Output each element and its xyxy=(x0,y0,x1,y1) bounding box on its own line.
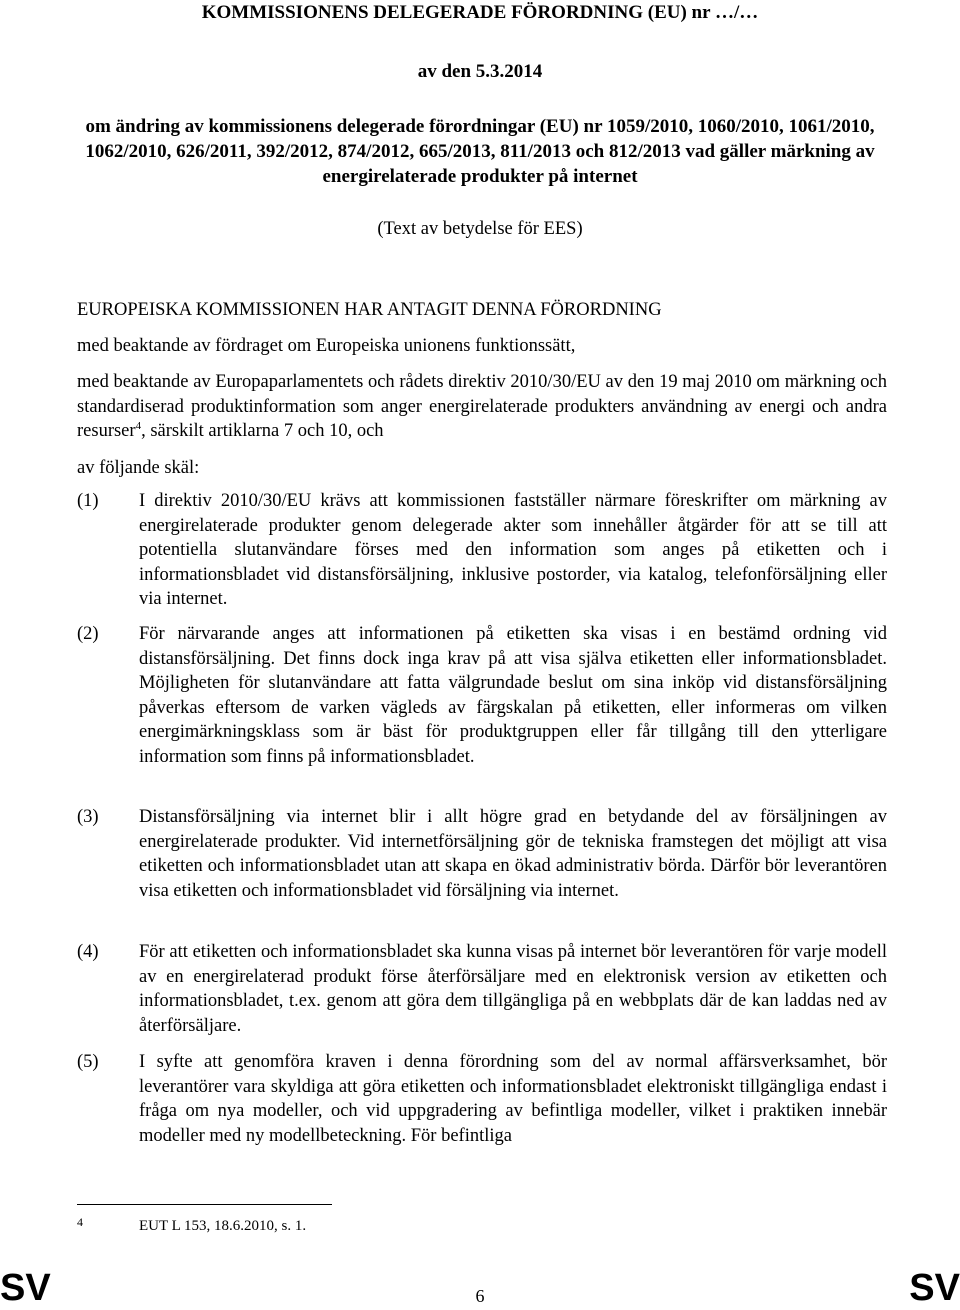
citation-directive-text-end: , särskilt artiklarna 7 och 10, och xyxy=(141,421,384,441)
regulation-date: av den 5.3.2014 xyxy=(417,61,543,82)
ees-relevance: (Text av betydelse för EES) xyxy=(377,219,583,239)
citation-directive xyxy=(77,370,887,444)
recital-text: För att etiketten och informationsbladet ska kunna visas på internet bör leverantören för varje modell av en energirelaterad produkt förse återförsäljare med en elektronisk version av etiketten och informationsbladet, t.ex. genom att göra dem tillgängliga på en webbplats där de kan laddas ned av återförsäljare. xyxy=(139,942,887,1036)
recitals-intro: av följande skäl: xyxy=(77,458,200,478)
language-code-right: SV xyxy=(909,1267,960,1309)
recital-number: (2) xyxy=(77,624,99,644)
recital-text: För närvarande anges att informationen på etiketten ska visas i en bestämd ordning vid distansförsäljning. Det finns dock inga krav på att visa själva etiketten eller informationsbladet. Möjligheten för slutanvändare att fatta välgrundade beslut om sina inköp vid distansförsäljning påverkas eftersom de varken vägleds av färgskalan på etiketten, eller informeras om vilken energimärkningsklass som är bäst för produktgruppen eller får tillgång till den ytterligare information som finns på informationsbladet. xyxy=(139,624,887,767)
citation-treaty: med beaktande av fördraget om Europeiska unionens funktionssätt, xyxy=(77,336,576,356)
citation-directive-text: med beaktande av Europaparlamentets och rådets direktiv 2010/30/EU av den 19 maj 2010 om märkning och standardiserad produktinformation som anger energirelaterade produkters användning av energi och andra resurser xyxy=(77,372,887,441)
recital-number: (4) xyxy=(77,942,99,962)
footnote-reference: 4 xyxy=(135,419,142,432)
recital-text: I syfte att genomföra kraven i denna förordning som del av normal affärsverksamhet, bör leverantörer vara skyldiga att göra etiketten och informationsbladet elektroniskt tillgängliga endast i fråga om nya modeller, och vid uppgradering av befintliga modeller, vilket i praktiken innebär modeller med ny modellbeteckning. För befintliga xyxy=(139,1052,887,1146)
footnote-number: 4 xyxy=(77,1215,83,1229)
language-code-left: SV xyxy=(0,1267,51,1309)
footnote-text: EUT L 153, 18.6.2010, s. 1. xyxy=(139,1218,307,1234)
recital-text: I direktiv 2010/30/EU krävs att kommissionen fastställer närmare föreskrifter om märkning av energirelaterade produkter genom delegerade akter som innehåller åtgärder för att se till att potentiella slutanvändare förses med den information som anges på etiketten och i informationsbladet vid distansförsäljning, inklusive postorder, via katalog, telefonförsäljning eller via internet. xyxy=(139,491,887,609)
regulation-subject: om ändring av kommissionens delegerade förordningar (EU) nr 1059/2010, 1060/2010, 1061/2010, 1062/2010, 626/2011, 392/2012, 874/2012, 665/2013, 811/2013 och 812/2013 vad gäller märkning av energirelaterade produkter på internet xyxy=(85,116,875,187)
recital-number: (5) xyxy=(77,1052,99,1072)
adoption-statement: EUROPEISKA KOMMISSIONEN HAR ANTAGIT DENNA FÖRORDNING xyxy=(77,300,662,320)
page-number: 6 xyxy=(475,1286,485,1306)
recital-number: (1) xyxy=(77,491,99,511)
footnote-divider xyxy=(77,1204,332,1205)
recital-text: Distansförsäljning via internet blir i allt högre grad en betydande del av försäljningen av energirelaterade produkter. Vid internetförsäljning gör de tekniska framstegen det möjligt att visa etiketten och informationsbladet utan att skapa en ökad administrativ börda. Därför bör leverantören visa etiketten och informationsbladet vid försäljning via internet. xyxy=(139,807,887,901)
regulation-title: KOMMISSIONENS DELEGERADE FÖRORDNING (EU) nr …/… xyxy=(201,2,759,23)
recital-number: (3) xyxy=(77,807,99,827)
